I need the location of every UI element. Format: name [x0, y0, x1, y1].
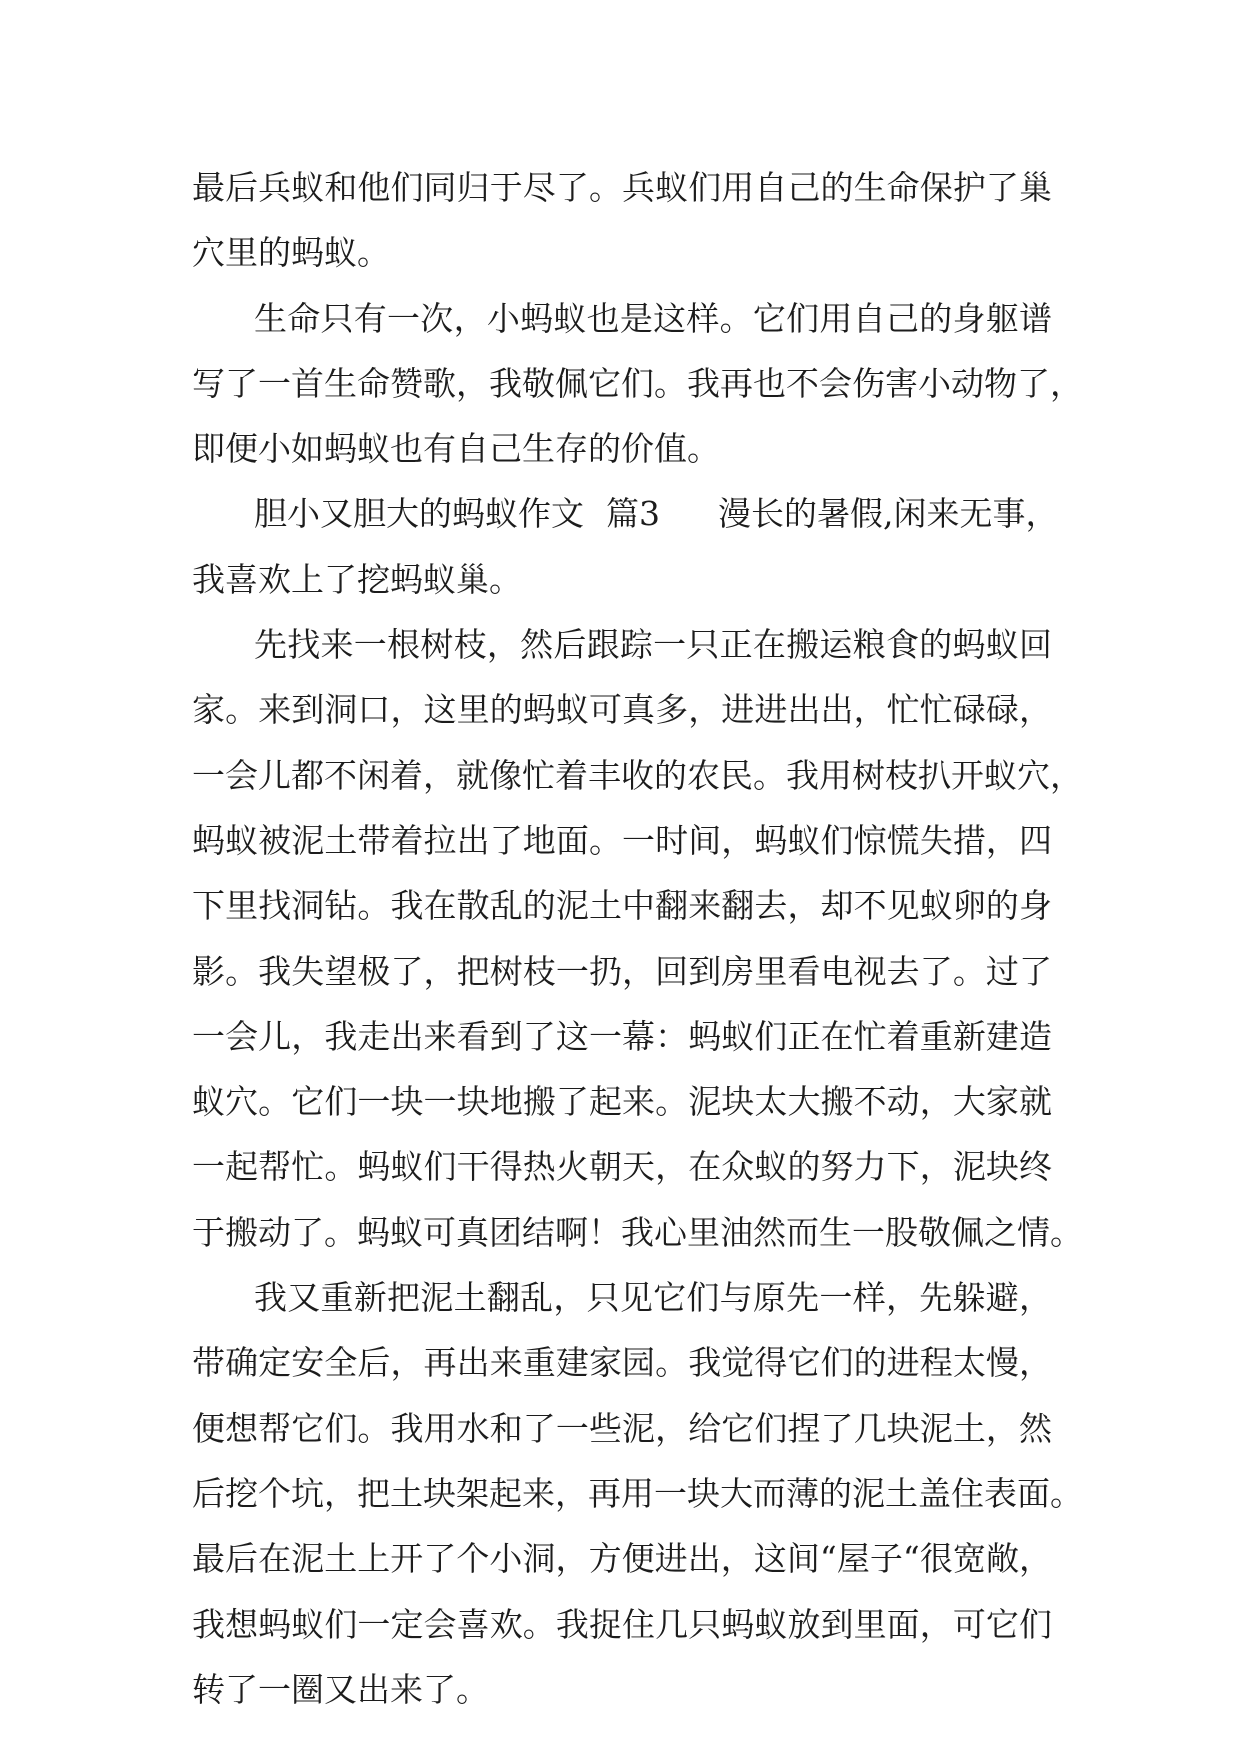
paragraph-line: 蚁穴。它们一块一块地搬了起来。泥块太大搬不动，大家就	[192, 1082, 1052, 1122]
paragraph-line: 最后在泥土上开了个小洞，方便进出，这间“屋子“很宽敞，	[192, 1539, 1052, 1579]
paragraph-line: 带确定安全后，再出来重建家园。我觉得它们的进程太慢，	[192, 1343, 1052, 1383]
paragraph-line: 家。来到洞口，这里的蚂蚁可真多，进进出出，忙忙碌碌，	[192, 690, 1052, 730]
section-heading-line	[192, 481, 1059, 546]
paragraph-line: 生命只有一次，小蚂蚁也是这样。它们用自己的身躯谱	[254, 298, 1052, 338]
paragraph-line: 漫长的暑假,闲来无事，	[718, 494, 1059, 534]
paragraph-line: 我想蚂蚁们一定会喜欢。我捉住几只蚂蚁放到里面，可它们	[192, 1604, 1052, 1644]
paragraph-line: 转了一圈又出来了。	[192, 1669, 489, 1709]
paragraph-line: 蚂蚁被泥土带着拉出了地面。一时间，蚂蚁们惊慌失措，四	[192, 820, 1052, 860]
paragraph-line: 先找来一根树枝，然后跟踪一只正在搬运粮食的蚂蚁回	[254, 625, 1052, 665]
essay-title: 胆小又胆大的蚂蚁作文	[254, 494, 584, 534]
paragraph-line: 写了一首生命赞歌，我敬佩它们。我再也不会伤害小动物了，	[192, 363, 1083, 403]
paragraph-line: 我喜欢上了挖蚂蚁巢。	[192, 559, 522, 599]
paragraph-line: 穴里的蚂蚁。	[192, 233, 390, 273]
paragraph-line: 下里找洞钻。我在散乱的泥土中翻来翻去，却不见蚁卵的身	[192, 886, 1052, 926]
paragraph-line: 一会儿，我走出来看到了这一幕：蚂蚁们正在忙着重新建造	[192, 1016, 1052, 1056]
paragraph-line: 一会儿都不闲着，就像忙着丰收的农民。我用树枝扒开蚁穴，	[192, 755, 1083, 795]
paragraph-line: 于搬动了。蚂蚁可真团结啊！我心里油然而生一股敬佩之情。	[192, 1212, 1083, 1252]
paragraph-line: 便想帮它们。我用水和了一些泥，给它们捏了几块泥土，然	[192, 1408, 1052, 1448]
paragraph-line: 即便小如蚂蚁也有自己生存的价值。	[192, 429, 720, 469]
section-label: 篇3	[606, 494, 660, 534]
paragraph-line: 我又重新把泥土翻乱，只见它们与原先一样，先躲避，	[254, 1278, 1052, 1318]
paragraph-line: 后挖个坑，把土块架起来，再用一块大而薄的泥土盖住表面。	[192, 1473, 1083, 1513]
essay-body	[192, 155, 1083, 1722]
paragraph-line: 影。我失望极了，把树枝一扔，回到房里看电视去了。过了	[192, 951, 1052, 991]
paragraph-line: 一起帮忙。蚂蚁们干得热火朝天，在众蚁的努力下，泥块终	[192, 1147, 1052, 1187]
paragraph-line: 最后兵蚁和他们同归于尽了。兵蚁们用自己的生命保护了巢	[192, 168, 1052, 207]
